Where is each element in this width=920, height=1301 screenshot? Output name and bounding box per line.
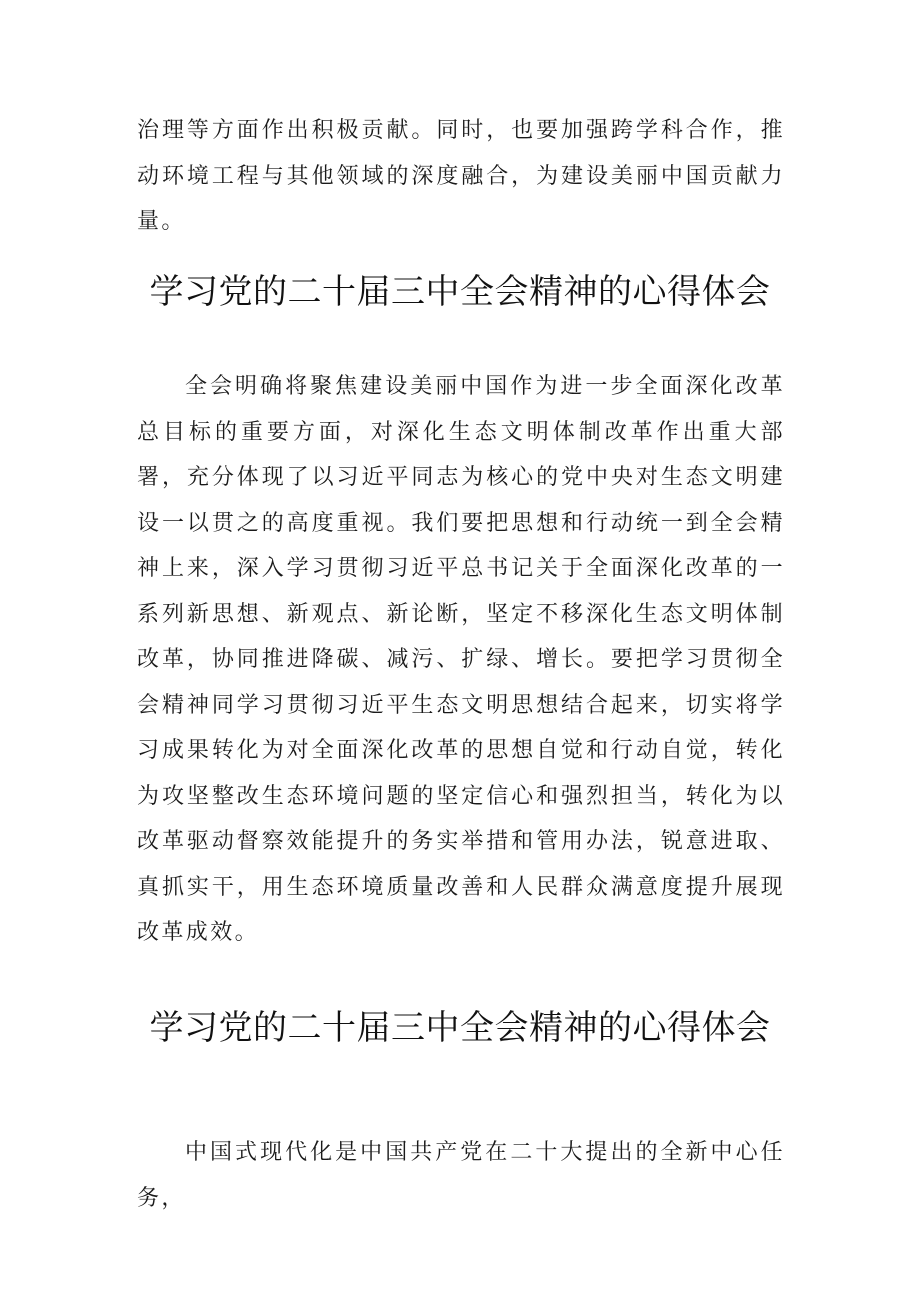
section-heading: 学习党的二十届三中全会精神的心得体会 xyxy=(149,272,771,312)
body-paragraph: 中国式现代化是中国共产党在二十大提出的全新中心任务， xyxy=(137,1140,785,1211)
section-heading: 学习党的二十届三中全会精神的心得体会 xyxy=(149,1008,771,1048)
body-paragraph-continued: 治理等方面作出积极贡献。同时，也要加强跨学科合作，推动环境工程与其他领域的深度融合，为建设美丽中国贡献力量。 xyxy=(137,118,785,234)
body-paragraph: 全会明确将聚焦建设美丽中国作为进一步全面深化改革总目标的重要方面，对深化生态文明体制改革作出重大部署，充分体现了以习近平同志为核心的党中央对生态文明建设一以贯之的高度重视。我们要把思想和行动统一到全会精神上来，深入学习贯彻习近平总书记关于全面深化改革的一系列新思想、新观点、新论断，坚定不移深化生态文明体制改革，协同推进降碳、减污、扩绿、增长。要把学习贯彻全会精神同学习贯彻习近平生态文明思想结合起来，切实将学习成果转化为对全面深化改革的思想自觉和行动自觉，转化为攻坚整改生态环境问题的坚定信心和强烈担当，转化为以改革驱动督察效能提升的务实举措和管用办法，锐意进取、真抓实干，用生态环境质量改善和人民群众满意度提升展现改革成效。 xyxy=(137,374,785,945)
